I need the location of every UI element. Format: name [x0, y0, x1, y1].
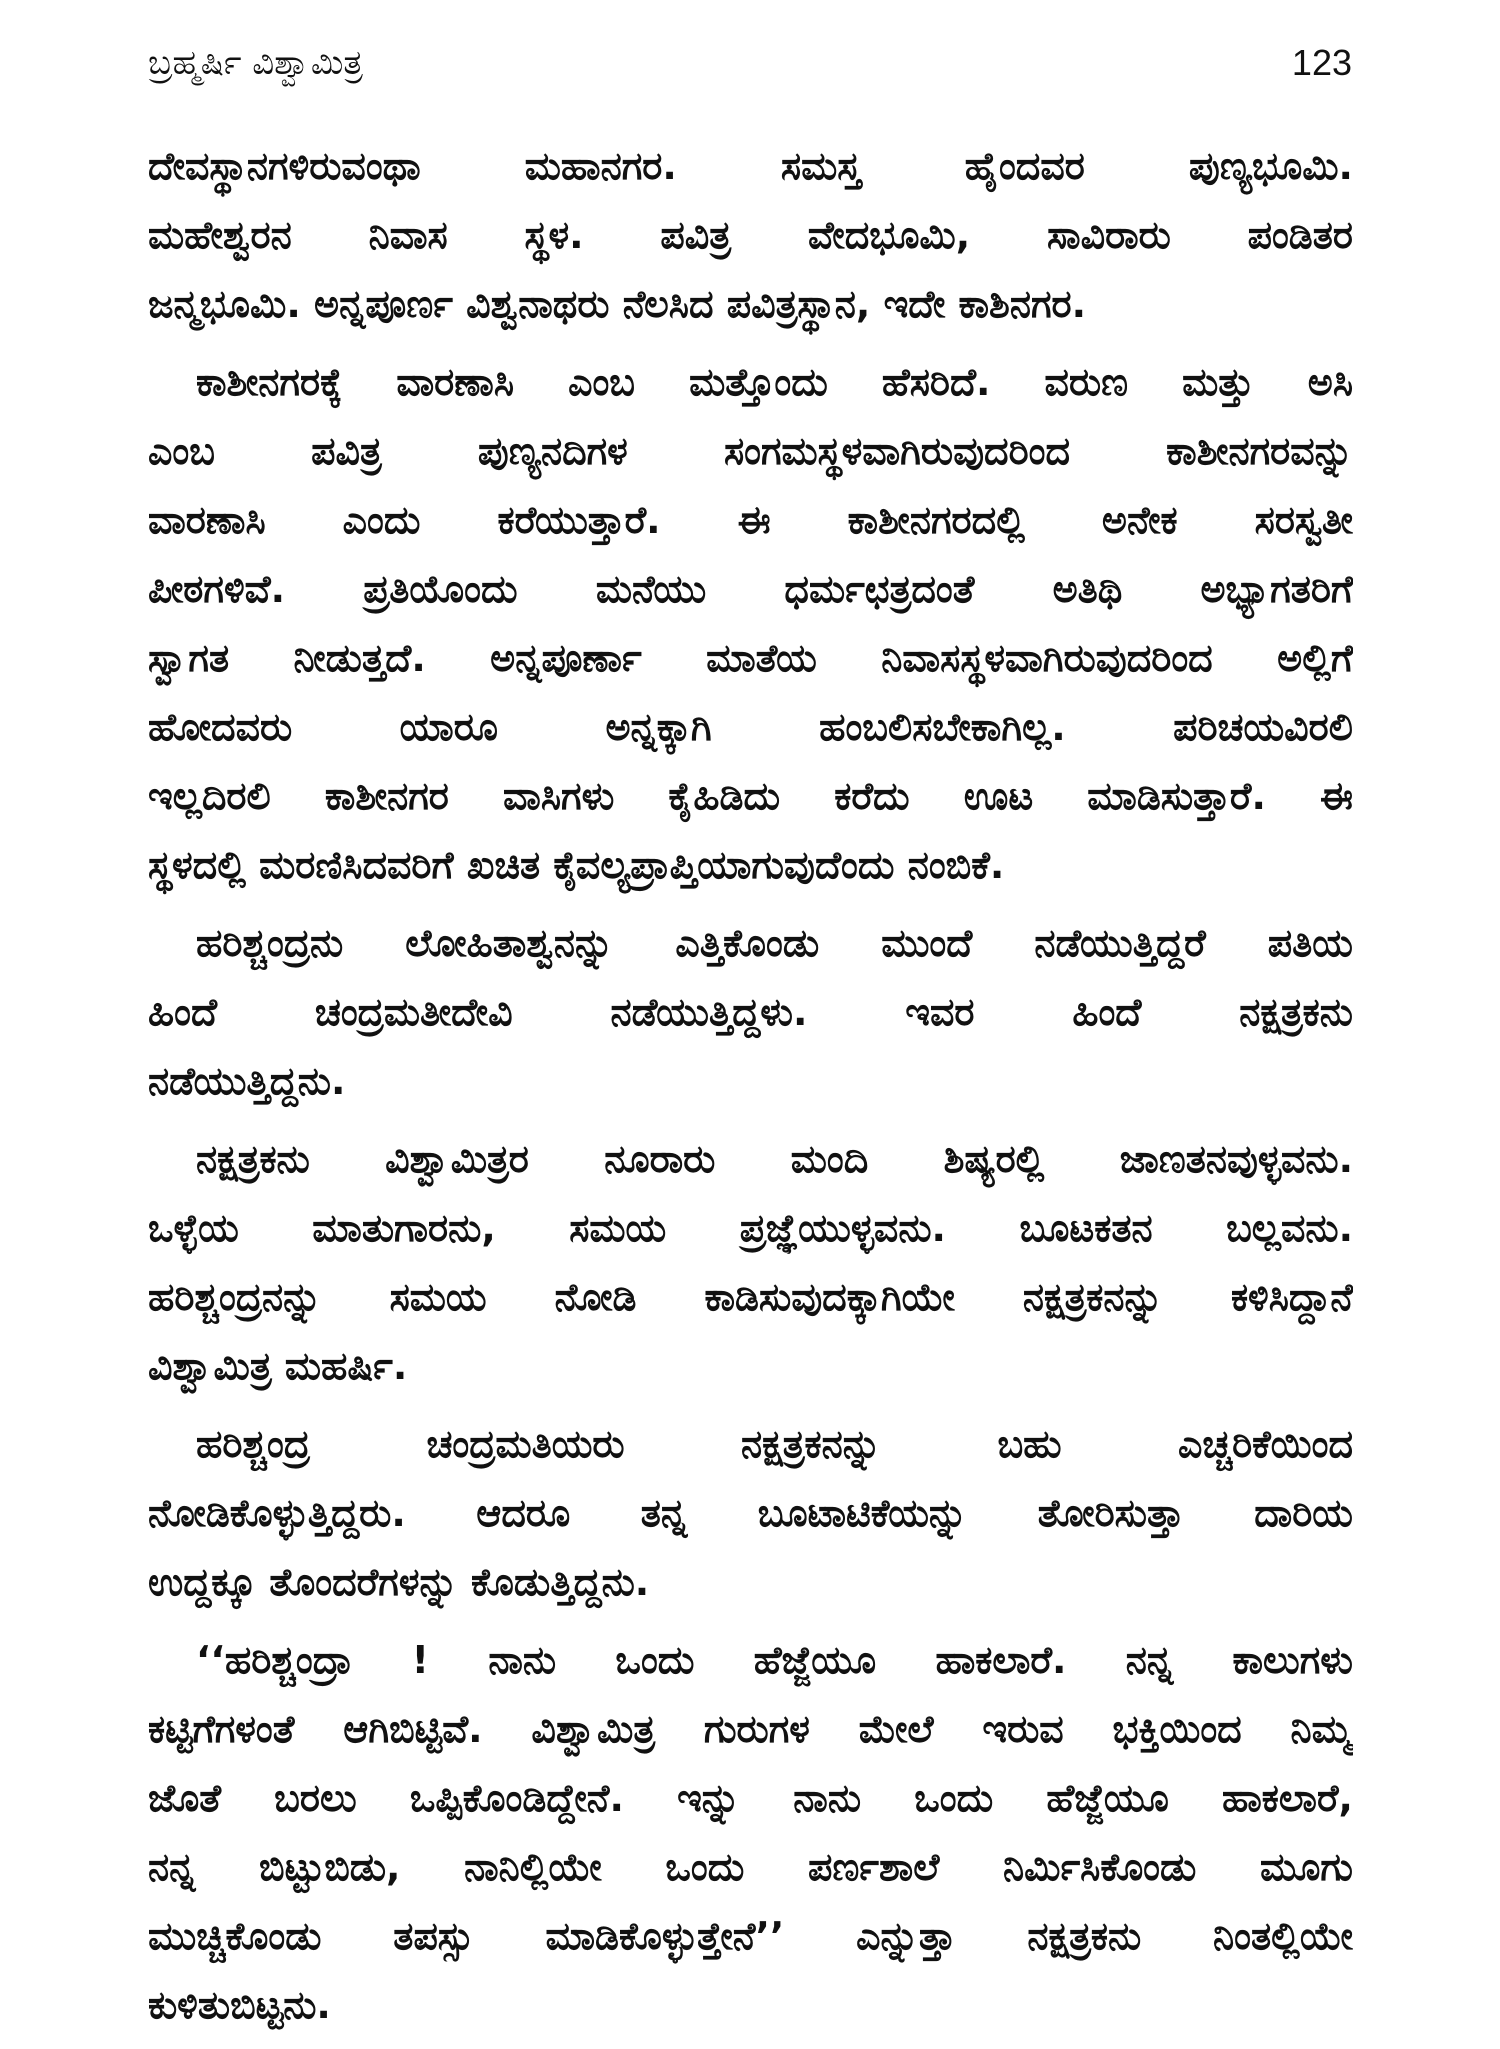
- page-number: 123: [1291, 42, 1352, 83]
- text-line: ಕುಳಿತುಬಿಟ್ಟನು.: [148, 1983, 331, 2027]
- text-line: ಕಾಶೀನಗರಕ್ಕೆ ವಾರಣಾಸಿ ಎಂಬ ಮತ್ತೊಂದು ಹೆಸರಿದೆ. ವರುಣ ಮತ್ತು ಅಸಿ: [196, 360, 1353, 404]
- text-line: ದೇವಸ್ಥಾನಗಳಿರುವಂಥಾ ಮಹಾನಗರ. ಸಮಸ್ತ ಹೈಂದವರ ಪುಣ್ಯಭೂಮಿ.: [148, 144, 1353, 188]
- text-line: ಜೊತೆ ಬರಲು ಒಪ್ಪಿಕೊಂಡಿದ್ದೇನೆ. ಇನ್ನು ನಾನು ಒಂದು ಹೆಜ್ಜೆಯೂ ಹಾಕಲಾರೆ,: [148, 1776, 1353, 1820]
- text-line: ನನ್ನ ಬಿಟ್ಟುಬಿಡು, ನಾನಿಲ್ಲಿಯೇ ಒಂದು ಪರ್ಣಶಾಲೆ ನಿರ್ಮಿಸಿಕೊಂಡು ಮೂಗು: [148, 1845, 1353, 1889]
- page-body: [148, 132, 1353, 2049]
- text-line: ಹೋದವರು ಯಾರೂ ಅನ್ನಕ್ಕಾಗಿ ಹಂಬಲಿಸಬೇಕಾಗಿಲ್ಲ. ಪರಿಚಯವಿರಲಿ: [148, 705, 1353, 749]
- paragraph: [148, 348, 1353, 900]
- text-line: ಸ್ವಾಗತ ನೀಡುತ್ತದೆ. ಅನ್ನಪೂರ್ಣಾ ಮಾತೆಯ ನಿವಾಸಸ್ಥಳವಾಗಿರುವುದರಿಂದ ಅಲ್ಲಿಗೆ: [148, 636, 1353, 680]
- text-line: ಸ್ಥಳದಲ್ಲಿ ಮರಣಿಸಿದವರಿಗೆ ಖಚಿತ ಕೈವಲ್ಯಪ್ರಾಪ್ತಿಯಾಗುವುದೆಂದು ನಂಬಿಕೆ.: [148, 843, 1005, 887]
- text-line: ಹರಿಶ್ಚಂದ್ರ ಚಂದ್ರಮತಿಯರು ನಕ್ಷತ್ರಕನನ್ನು ಬಹು ಎಚ್ಚರಿಕೆಯಿಂದ: [196, 1422, 1353, 1466]
- text-line: ಎಂಬ ಪವಿತ್ರ ಪುಣ್ಯನದಿಗಳ ಸಂಗಮಸ್ಥಳವಾಗಿರುವುದರಿಂದ ಕಾಶೀನಗರವನ್ನು: [148, 429, 1353, 473]
- text-line: ಹರಿಶ್ಚಂದ್ರನನ್ನು ಸಮಯ ನೋಡಿ ಕಾಡಿಸುವುದಕ್ಕಾಗಿಯೇ ನಕ್ಷತ್ರಕನನ್ನು ಕಳಿಸಿದ್ದಾನೆ: [148, 1275, 1353, 1319]
- text-line: ನೋಡಿಕೊಳ್ಳುತ್ತಿದ್ದರು. ಆದರೂ ತನ್ನ ಬೂಟಾಟಿಕೆಯನ್ನು ತೋರಿಸುತ್ತಾ ದಾರಿಯ: [148, 1491, 1353, 1535]
- text-line: ವಾರಣಾಸಿ ಎಂದು ಕರೆಯುತ್ತಾರೆ. ಈ ಕಾಶೀನಗರದಲ್ಲಿ ಅನೇಕ ಸರಸ್ವತೀ: [148, 498, 1353, 542]
- text-line: ಉದ್ದಕ್ಕೂ ತೊಂದರೆಗಳನ್ನು ಕೊಡುತ್ತಿದ್ದನು.: [148, 1560, 650, 1604]
- page-header: [148, 38, 1352, 88]
- text-line: ನಡೆಯುತ್ತಿದ್ದನು.: [148, 1059, 346, 1103]
- text-line: ಮಹೇಶ್ವರನ ನಿವಾಸ ಸ್ಥಳ. ಪವಿತ್ರ ವೇದಭೂಮಿ, ಸಾವಿರಾರು ಪಂಡಿತರ: [148, 213, 1353, 257]
- paragraph: [148, 132, 1353, 339]
- paragraph: [148, 1410, 1353, 1617]
- text-line: ಪೀಠಗಳಿವೆ. ಪ್ರತಿಯೊಂದು ಮನೆಯು ಧರ್ಮಛತ್ರದಂತೆ ಅತಿಥಿ ಅಭ್ಯಾಗತರಿಗೆ: [148, 567, 1353, 611]
- running-title: ಬ್ರಹ್ಮರ್ಷಿ ವಿಶ್ವಾಮಿತ್ರ: [148, 43, 363, 83]
- paragraph: [148, 1125, 1353, 1401]
- text-line: ಜನ್ಮಭೂಮಿ. ಅನ್ನಪೂರ್ಣ ವಿಶ್ವನಾಥರು ನೆಲಸಿದ ಪವಿತ್ರಸ್ಥಾನ, ಇದೇ ಕಾಶಿನಗರ.: [148, 282, 1087, 326]
- text-line: ವಿಶ್ವಾಮಿತ್ರ ಮಹರ್ಷಿ.: [148, 1344, 408, 1388]
- text-line: ಕಟ್ಟಿಗೆಗಳಂತೆ ಆಗಿಬಿಟ್ಟಿವೆ. ವಿಶ್ವಾಮಿತ್ರ ಗುರುಗಳ ಮೇಲೆ ಇರುವ ಭಕ್ತಿಯಿಂದ ನಿಮ್ಮ: [148, 1707, 1353, 1751]
- text-line: ‘‘ಹರಿಶ್ಚಂದ್ರಾ ! ನಾನು ಒಂದು ಹೆಜ್ಜೆಯೂ ಹಾಕಲಾರೆ. ನನ್ನ ಕಾಲುಗಳು: [196, 1638, 1353, 1682]
- text-line: ಇಲ್ಲದಿರಲಿ ಕಾಶೀನಗರ ವಾಸಿಗಳು ಕೈಹಿಡಿದು ಕರೆದು ಊಟ ಮಾಡಿಸುತ್ತಾರೆ. ಈ: [148, 774, 1353, 818]
- paragraph: [148, 909, 1353, 1116]
- text-line: ಮುಚ್ಚಿಕೊಂಡು ತಪಸ್ಸು ಮಾಡಿಕೊಳ್ಳುತ್ತೇನೆ’’ ಎನ್ನುತ್ತಾ ನಕ್ಷತ್ರಕನು ನಿಂತಲ್ಲಿಯೇ: [148, 1914, 1353, 1958]
- text-line: ಒಳ್ಳೆಯ ಮಾತುಗಾರನು, ಸಮಯ ಪ್ರಜ್ಞೆಯುಳ್ಳವನು. ಬೂಟಕತನ ಬಲ್ಲವನು.: [148, 1206, 1353, 1250]
- text-line: ಹರಿಶ್ಚಂದ್ರನು ಲೋಹಿತಾಶ್ವನನ್ನು ಎತ್ತಿಕೊಂಡು ಮುಂದೆ ನಡೆಯುತ್ತಿದ್ದರೆ ಪತಿಯ: [196, 921, 1353, 965]
- text-line: ನಕ್ಷತ್ರಕನು ವಿಶ್ವಾಮಿತ್ರರ ನೂರಾರು ಮಂದಿ ಶಿಷ್ಯರಲ್ಲಿ ಜಾಣತನವುಳ್ಳವನು.: [196, 1137, 1353, 1181]
- paragraph: [148, 1626, 1353, 2040]
- text-line: ಹಿಂದೆ ಚಂದ್ರಮತೀದೇವಿ ನಡೆಯುತ್ತಿದ್ದಳು. ಇವರ ಹಿಂದೆ ನಕ್ಷತ್ರಕನು: [148, 990, 1353, 1034]
